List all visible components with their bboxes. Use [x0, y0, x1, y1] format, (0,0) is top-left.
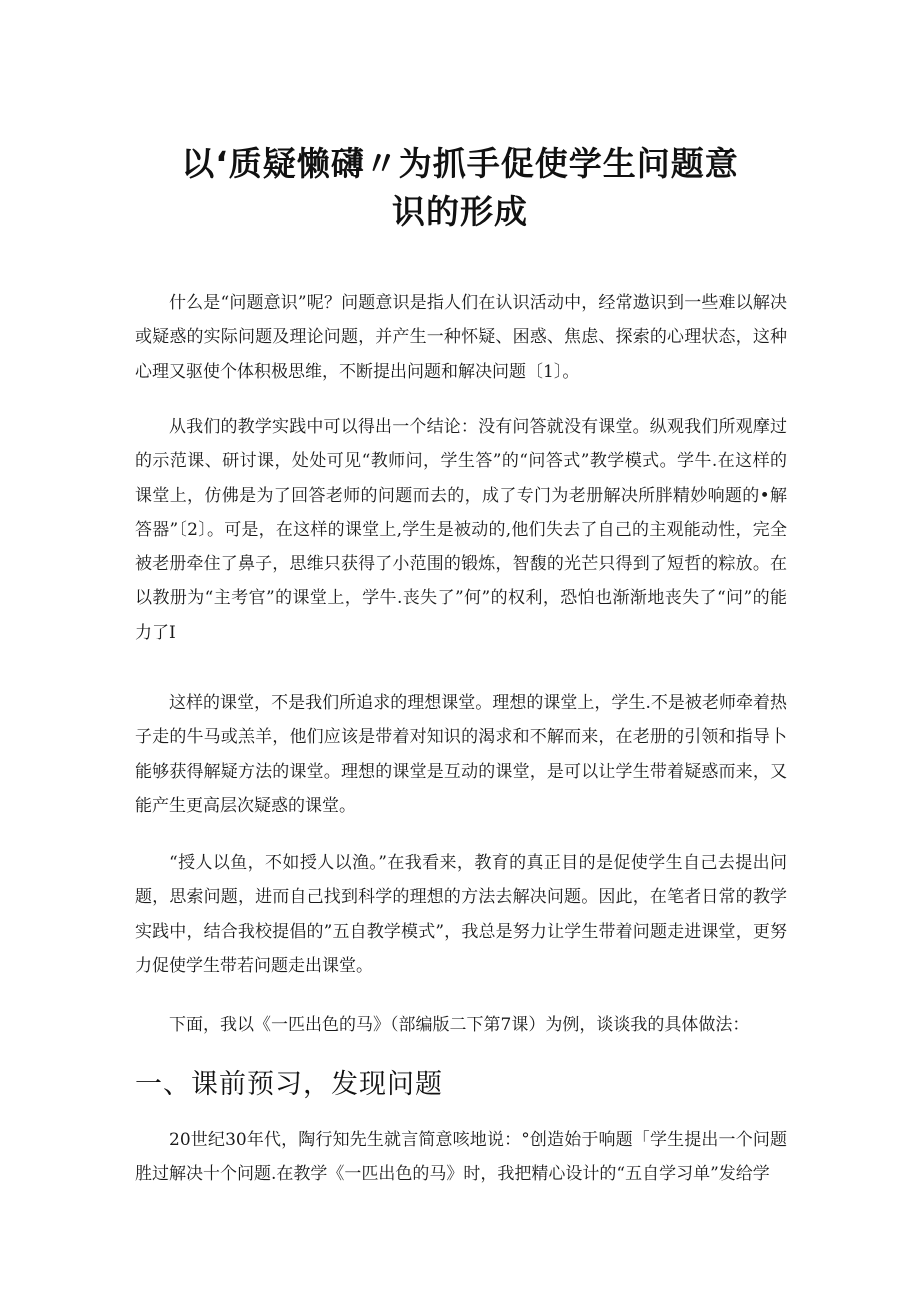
paragraph-3: 这样的课堂，不是我们所追求的理想课堂。理想的课堂上，学生.不是被老师牵着热子走的牛马或羔羊，他们应该是带着对知识的渴求和不解而来，在老册的引领和指导卜能够获得解疑方法的课堂。理想的课堂是互动的课堂，是可以让学生带着疑惑而来，又能产生更高层次疑惑的课堂。: [135, 693, 787, 816]
paragraph-1: 什么是“问题意识”呢？问题意识是指人们在认识活动中，经常遨识到一些难以解决或疑惑的实际问题及理论问题，并产生一种怀疑、困惑、焦虑、探索的心理状态，这种心理又驱使个体积极思维，不断提出问题和解决问题〔1〕。: [135, 293, 787, 382]
paragraph-2: 从我们的教学实践中可以得出一个结论：没有问答就没有课堂。纵观我们所观摩过的示范课、研讨课，处处可见“教师问，学生答”的“问答式”教学模式。学牛.在这样的课堂上，仿佛是为了回答老师的问题而去的，成了专门为老册解决所胖精妙响题的•解答器”〔2〕。可是，在这样的课堂上,学生是被动的,他们失去了自己的主观能动性，完全被老册牵住了鼻子，思维只获得了小范围的锻炼，智馥的光芒只得到了短哲的粽放。在以教册为“主考官”的课堂上，学牛.丧失了”何”的权利，恐怕也渐渐地丧失了“问”的能力了I: [135, 417, 787, 643]
paragraph-4: “授人以鱼，不如授人以渔。”在我看来，教育的真正目的是促使学生自己去提出问题，思索问题，进而自己找到科学的理想的方法去解决问题。因此，在笔者日常的教学实践中，结合我校提倡的”五自教学模式”，我总是努力让学生带着问题走进课堂，更努力促使学生带若问题走出课堂。: [135, 853, 787, 976]
paragraph-5: 下面，我以《一匹出色的马》（部编版二下第7课）为例，谈谈我的具体做法：: [169, 1015, 750, 1035]
section-paragraph: 20世纪30年代，陶行知先生就言简意咳地说：°创造始于响题「学生提出一个问题胜过解决十个问题.在教学《一匹出色的马》时，我把精心设计的“五自学习单”发给学: [135, 1130, 787, 1185]
document-title-line-2: 识的形成: [392, 192, 528, 231]
section-heading: 一、课前预习，发现问题: [135, 1069, 443, 1100]
document-title-line-1: 以‘质疑懒礴〃为抓手促使学生问题意: [181, 144, 739, 183]
